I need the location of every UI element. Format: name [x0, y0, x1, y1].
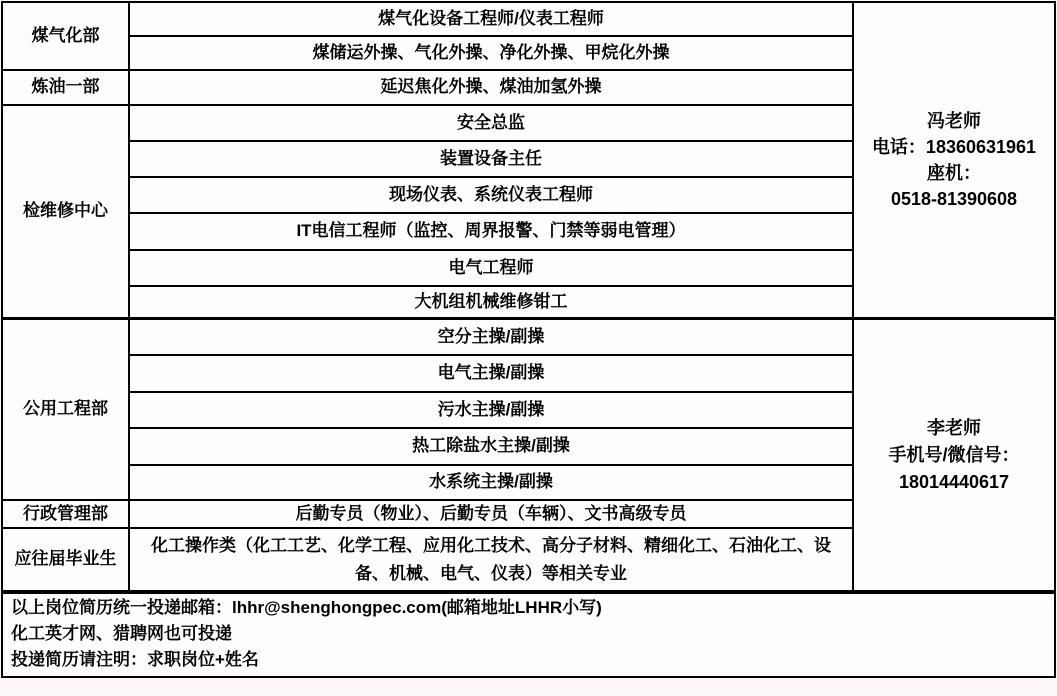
position-row: [130, 320, 854, 356]
position-label: 热工除盐水主操/副操: [412, 436, 570, 456]
position-label: 污水主操/副操: [437, 399, 545, 419]
position-label: 电气工程师: [448, 257, 534, 277]
department-cell-maintenance-center: [3, 106, 130, 320]
department-label: 应往届毕业生: [14, 549, 117, 569]
position-row: [130, 142, 854, 178]
position-label: 煤储运外操、气化外操、净化外操、甲烷化外操: [312, 42, 670, 62]
position-row: [130, 501, 854, 529]
department-label: 煤气化部: [31, 25, 100, 45]
department-cell-refining-1: [3, 71, 130, 106]
position-row: [130, 429, 854, 466]
position-row: [130, 251, 854, 287]
contact-landline-number: 0518-81390608: [890, 189, 1018, 209]
position-row: [130, 214, 854, 251]
recruitment-table: [1, 1, 1056, 678]
contact-name: 冯老师: [927, 111, 981, 131]
contact-name: 李老师: [927, 417, 981, 438]
position-label: 电气主操/副操: [437, 363, 545, 383]
position-row: [130, 393, 854, 429]
position-label: 化工操作类（化工工艺、化学工程、应用化工技术、高分子材料、精细化工、石油化工、设备、机械、电气、仪表）等相关专业: [151, 535, 831, 583]
position-row: [130, 37, 854, 71]
position-label: 水系统主操/副操: [429, 472, 553, 492]
department-cell-administration: [3, 501, 130, 529]
position-row: [130, 466, 854, 501]
position-label: 现场仪表、系统仪表工程师: [389, 184, 593, 204]
position-label: 后勤专员（物业）、后勤专员（车辆）、文书高级专员: [295, 503, 687, 523]
position-row: [130, 356, 854, 393]
position-row: [130, 178, 854, 214]
application-instructions: [3, 593, 1054, 676]
department-label: 炼油一部: [31, 77, 100, 97]
department-label: 检维修中心: [23, 201, 108, 221]
position-label: IT电信工程师（监控、周界报警、门禁等弱电管理）: [296, 221, 686, 241]
contact-phone: 电话：18360631961: [871, 137, 1037, 157]
position-row: [130, 71, 854, 106]
department-label: 公用工程部: [23, 399, 108, 419]
contact-cell-li: [854, 320, 1054, 593]
resume-email-line: 以上岗位简历统一投递邮箱：lhhr@shenghongpec.com(邮箱地址LHHR小写): [11, 598, 602, 617]
contact-landline-label: 座机：: [927, 163, 981, 183]
position-label: 空分主操/副操: [437, 326, 545, 346]
position-label: 安全总监: [457, 112, 525, 132]
department-cell-coal-gasification: [3, 3, 130, 71]
department-cell-utilities: [3, 320, 130, 501]
position-row: [130, 106, 854, 142]
contact-cell-feng: [854, 3, 1054, 320]
position-label: 煤气化设备工程师/仪表工程师: [378, 8, 604, 28]
position-row: [130, 287, 854, 320]
position-label: 装置设备主任: [440, 148, 542, 168]
position-row: [130, 529, 854, 593]
position-label: 大机组机械维修钳工: [414, 291, 568, 311]
job-sites-line: 化工英才网、猎聘网也可投递: [11, 624, 232, 643]
contact-wechat-label: 手机号/微信号：: [888, 444, 1020, 465]
resume-note-line: 投递简历请注明：求职岗位+姓名: [11, 650, 259, 669]
position-label: 延迟焦化外操、煤油加氢外操: [380, 77, 602, 97]
department-label: 行政管理部: [23, 503, 108, 523]
contact-phone-number: 18014440617: [898, 471, 1010, 492]
position-row: [130, 3, 854, 37]
department-cell-graduates: [3, 529, 130, 593]
